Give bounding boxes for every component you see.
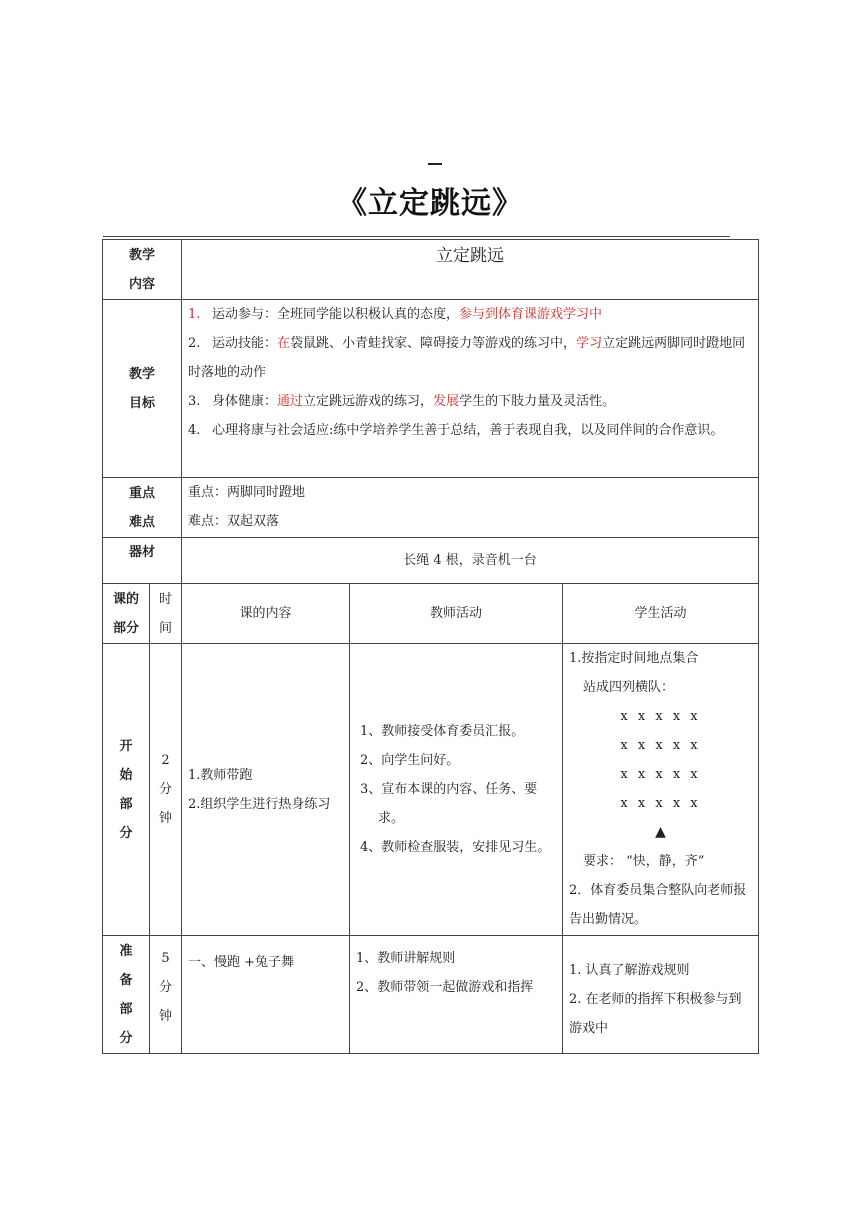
keypoints-label: 重点 难点 <box>103 478 182 538</box>
header-teacher: 教师活动 <box>350 584 563 644</box>
student-prep: 1. 认真了解游戏规则 2. 在老师的指挥下积极参与到游戏中 <box>563 936 759 1054</box>
goal-item-2: 2. 运动技能：在袋鼠跳、小青蛙找家、障碍接力等游戏的练习中，学习立定跳远两脚同时蹬地同时落地的动作 <box>188 336 746 380</box>
goal-item-1: 1. 运动参与：全班同学能以积极认真的态度，参与到体育课游戏学习中 <box>188 307 603 322</box>
formation-row: x x x x x <box>620 767 701 782</box>
row-prep-part <box>103 936 759 1054</box>
goals-list <box>182 300 759 478</box>
content-prep: 一、慢跑 +兔子舞 <box>182 936 350 1054</box>
header-section: 课的 部分 <box>103 584 150 644</box>
equipment-label: 器材 <box>103 538 182 584</box>
keypoints-value: 重点：两脚同时蹬地 难点：双起双落 <box>182 478 759 538</box>
content-value: 立定跳远 <box>182 240 759 300</box>
header-content: 课的内容 <box>182 584 350 644</box>
row-keypoints <box>103 478 759 538</box>
formation-row: x x x x x <box>620 738 701 753</box>
content-label: 教学 内容 <box>103 240 182 300</box>
equipment-value: 长绳 4 根，录音机一台 <box>182 538 759 584</box>
row-start-part <box>103 644 759 936</box>
header-student: 学生活动 <box>563 584 759 644</box>
row-goals <box>103 300 759 478</box>
teacher-start: 1、教师接受体育委员汇报。 2、向学生问好。 3、宣布本课的内容、任务、要求。 4、教师检查服装，安排见习生。 <box>350 644 563 936</box>
student-start: 1.按指定时间地点集合 站成四列横队： x x x x x x x x x x x x x x x x x x x x ▲ 要求： “快，静，齐” 2．体育委员集合整队向老师报告出勤情况。 <box>563 644 759 936</box>
header-time: 时 间 <box>150 584 182 644</box>
lesson-plan-table <box>102 239 759 1054</box>
goals-label: 教学 目标 <box>103 300 182 478</box>
section-prep: 准 备 部 分 <box>103 936 150 1054</box>
formation-row: x x x x x <box>620 796 701 811</box>
goal-item-3: 3. 身体健康：通过立定跳远游戏的练习，发展学生的下肢力量及灵活性。 <box>188 394 616 409</box>
row-equipment <box>103 538 759 584</box>
teacher-position-icon: ▲ <box>655 824 666 840</box>
section-start: 开 始 部 分 <box>103 644 150 936</box>
document-title: 《立定跳远》 <box>337 186 523 221</box>
teacher-prep: 1、教师讲解规则 2、教师带领一起做游戏和指挥 <box>350 936 563 1054</box>
time-start: 2 分 钟 <box>150 644 182 936</box>
formation-row: x x x x x <box>620 709 701 724</box>
row-headers <box>103 584 759 644</box>
title-rule <box>103 236 730 237</box>
header-dash <box>428 163 442 165</box>
goal-item-4: 4. 心理将康与社会适应:练中学培养学生善于总结，善于表现自我，以及同伴间的合作意识。 <box>188 423 724 438</box>
row-content <box>103 240 759 300</box>
time-prep: 5 分 钟 <box>150 936 182 1054</box>
content-start: 1.教师带跑 2.组织学生进行热身练习 <box>182 644 350 936</box>
